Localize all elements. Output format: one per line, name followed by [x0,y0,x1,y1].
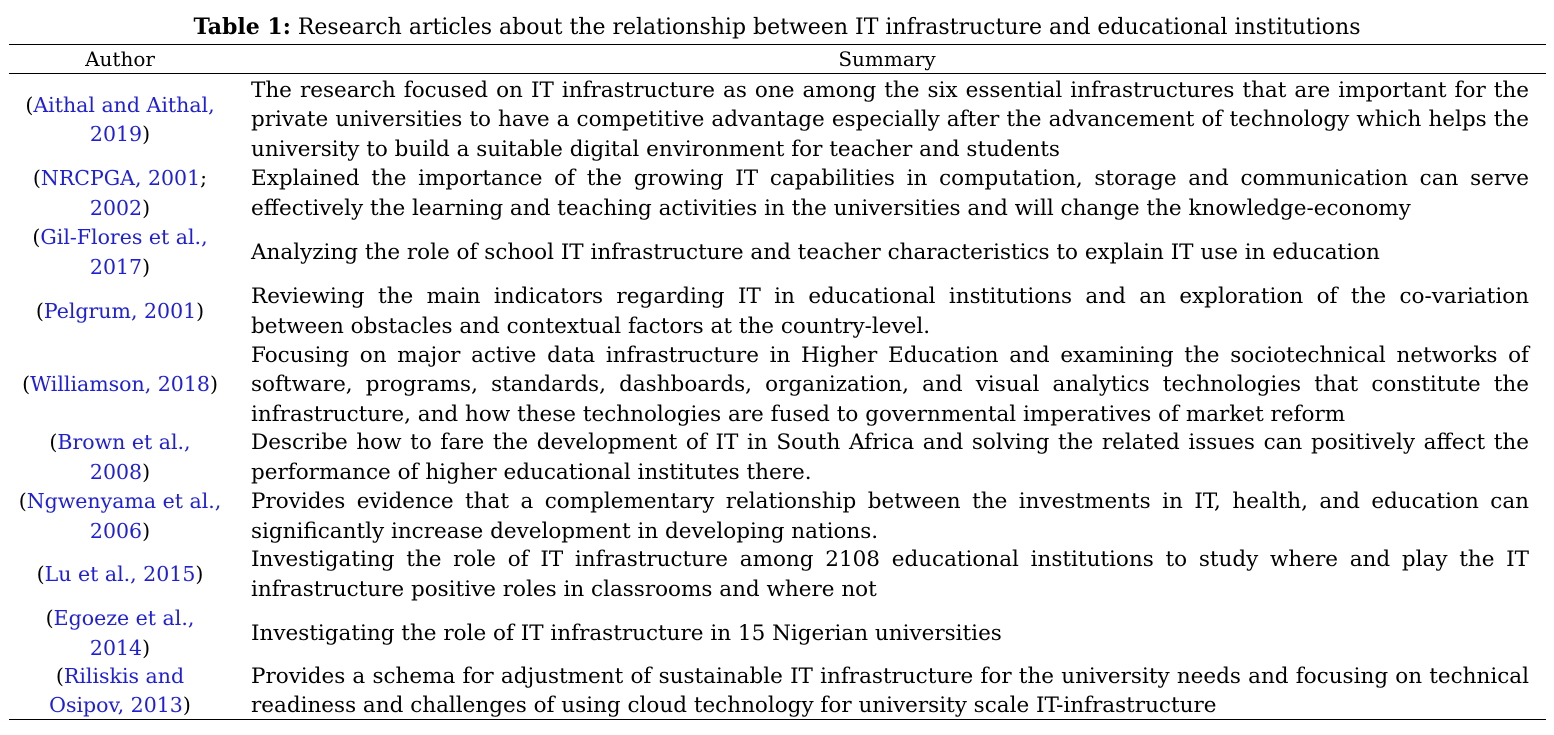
table-row [9,487,1539,546]
summary-cell [251,428,1529,487]
caption-text: Research articles about the relationship between IT infrastructure and educational institutions [290,15,1361,40]
open-paren: ( [25,92,34,117]
citation-link[interactable]: 2002 [89,195,143,220]
author-cell [9,604,231,663]
caption-label: Table 1: [193,14,291,40]
close-paren: ) [195,561,204,586]
table-row [9,604,1539,663]
citation-link[interactable]: Lu et al., 2015 [44,561,196,586]
table-bottom-rule [9,719,1546,720]
author-cell [9,341,231,429]
summary-cell [251,341,1529,429]
table-row [9,223,1539,282]
table-row [9,545,1539,604]
author-cell [9,487,231,546]
author-cell [9,164,231,223]
citation-separator: ; [200,166,208,191]
close-paren: ) [142,254,151,279]
citation-link[interactable]: Williamson, 2018 [30,372,210,397]
summary-cell [251,545,1529,604]
close-paren: ) [142,122,151,146]
summary-text: Reviewing the main indicators regarding IT in educational institutions and an exploration of the co-variation between obstacles and contextual factors at the country-level. [251,284,1529,339]
table-row [9,164,1539,223]
citation-link[interactable]: Egoeze et al., 2014 [53,606,195,660]
summary-text: Provides a schema for adjustment of sustainable IT infrastructure for the university needs and focusing on technical readiness and challenges of using cloud technology for university scale IT-infrastructure [251,663,1529,718]
close-paren: ) [182,693,191,717]
summary-cell [251,164,1529,223]
citation-link[interactable]: Aithal and Aithal, 2019 [33,92,215,146]
citation-link[interactable]: Riliskis and Osipov, 2013 [49,663,185,717]
summary-cell [251,282,1529,341]
author-cell [9,76,231,164]
open-paren: ( [49,430,58,455]
summary-text: Focusing on major active data infrastructure in Higher Education and examining the sociotechnical networks of software, programs, standards, dashboards, organization, and visual analytics technologies that constitute the infrastructure, and how these technologies are fused to governmental imperatives of market reform [251,343,1529,427]
open-paren: ( [32,166,41,191]
close-paren: ) [142,518,151,543]
table-row [9,428,1539,487]
summary-text: Describe how to fare the development of IT in South Africa and solving the related issues can positively affect the performance of higher educational institutes there. [251,430,1529,485]
summary-text: Provides evidence that a complementary relationship between the investments in IT, health, and education can significantly increase development in developing nations. [251,489,1529,544]
summary-cell [251,604,1529,663]
table-row [9,282,1539,341]
citation-link[interactable]: Gil-Flores et al., 2017 [40,225,208,279]
close-paren: ) [209,372,218,397]
summary-cell [251,223,1529,282]
open-paren: ( [35,298,44,323]
author-column-header: Author [85,47,155,71]
close-paren: ) [142,635,151,660]
close-paren: ) [142,459,151,484]
summary-text: Analyzing the role of school IT infrastructure and teacher characteristics to explain IT use in education [251,239,1380,265]
author-cell [9,282,231,341]
open-paren: ( [18,489,27,514]
citation-link[interactable]: Ngwenyama et al., 2006 [26,489,222,543]
table-row [9,341,1539,429]
open-paren: ( [22,372,31,397]
close-paren: ) [142,195,151,220]
summary-text: Investigating the role of IT infrastructure in 15 Nigerian universities [251,620,1002,646]
close-paren: ) [196,298,205,323]
summary-text: Explained the importance of the growing IT capabilities in computation, storage and communication can serve effectively the learning and teaching activities in the universities and will change the knowledge-economy [251,166,1529,221]
open-paren: ( [36,561,45,586]
summary-text: The research focused on IT infrastructure as one among the six essential infrastructures that are important for the private universities to have a competitive advantage especially after the advancement of technology which helps the university to build a suitable digital environment for teacher and students [251,78,1529,162]
citation-link[interactable]: NRCPGA, 2001 [40,166,201,191]
open-paren: ( [32,225,41,250]
table-row [9,662,1539,720]
open-paren: ( [45,606,54,631]
summary-text: Investigating the role of IT infrastructure among 2108 educational institutions to study where and play the IT infrastructure positive roles in classrooms and where not [251,547,1529,602]
table-caption [0,12,1554,43]
summary-column-header: Summary [838,47,936,71]
summary-cell [251,487,1529,546]
open-paren: ( [55,663,64,688]
citation-link[interactable]: Pelgrum, 2001 [43,298,197,323]
author-cell [9,662,231,720]
author-cell [9,223,231,282]
summary-cell [251,76,1529,164]
author-cell [9,428,231,487]
summary-cell [251,662,1529,720]
citation-link[interactable]: Brown et al., 2008 [57,430,191,484]
author-cell [9,545,231,604]
table-row [9,76,1539,164]
header-rule [9,73,1546,74]
